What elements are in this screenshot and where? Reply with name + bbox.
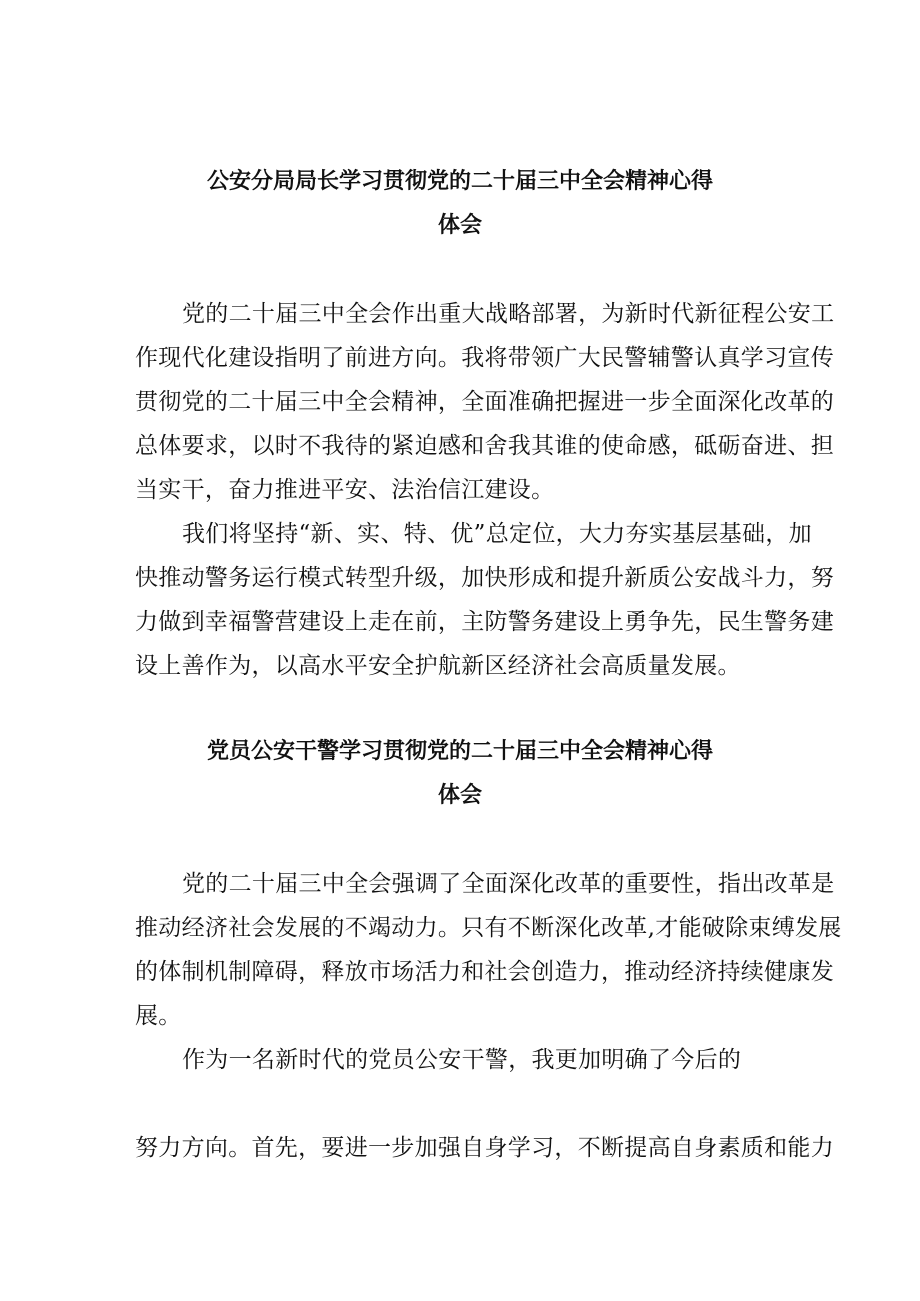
section-2-title-line-2: 体会 (437, 783, 482, 808)
section-1-title-line-2: 体会 (437, 213, 482, 238)
section-1-title-line-1: 公安分局局长学习贯彻党的二十届三中全会精神心得 (206, 169, 713, 194)
section-2-paragraph-1-line-1: 党的二十届三中全会强调了全面深化改革的重要性，指出改革是 (182, 871, 835, 897)
section-2-title-line-1: 党员公安干警学习贯彻党的二十届三中全会精神心得 (206, 739, 713, 764)
section-1-paragraph-2-line-1: 我们将坚持“新、实、特、优”总定位，大力夯实基层基础，加 (182, 521, 812, 547)
section-1-paragraph-1-line-2: 作现代化建设指明了前进方向。我将带领广大民警辅警认真学习宣传 (135, 345, 834, 371)
section-2-paragraph-1-line-2: 推动经济社会发展的不竭动力。只有不断深化改革,才能破除束缚发展 (135, 915, 842, 941)
section-1-paragraph-2-line-4: 设上善作为，以高水平安全护航新区经济社会高质量发展。 (135, 653, 741, 679)
section-1-paragraph-1-line-4: 总体要求，以时不我待的紧迫感和舍我其谁的使命感，砥砺奋进、担 (135, 433, 834, 459)
section-2-paragraph-3-line-1: 努力方向。首先，要进一步加强自身学习，不断提高自身素质和能力 (135, 1135, 834, 1161)
section-1-paragraph-1-line-5: 当实干，奋力推进平安、法治信江建设。 (135, 477, 555, 503)
section-1-paragraph-1-line-1: 党的二十届三中全会作出重大战略部署，为新时代新征程公安工 (182, 301, 835, 327)
section-2-paragraph-1-line-3: 的体制机制障碍，释放市场活力和社会创造力，推动经济持续健康发 (135, 959, 834, 985)
section-2-paragraph-1-line-4: 展。 (135, 1003, 182, 1029)
section-1-paragraph-2-line-2: 快推动警务运行模式转型升级，加快形成和提升新质公安战斗力，努 (135, 565, 834, 591)
section-2-paragraph-2-line-1: 作为一名新时代的党员公安干警，我更加明确了今后的 (182, 1047, 742, 1073)
section-1-paragraph-1-line-3: 贯彻党的二十届三中全会精神，全面准确把握进一步全面深化改革的 (135, 389, 834, 415)
section-1-paragraph-2-line-3: 力做到幸福警营建设上走在前，主防警务建设上勇争先，民生警务建 (135, 609, 834, 635)
